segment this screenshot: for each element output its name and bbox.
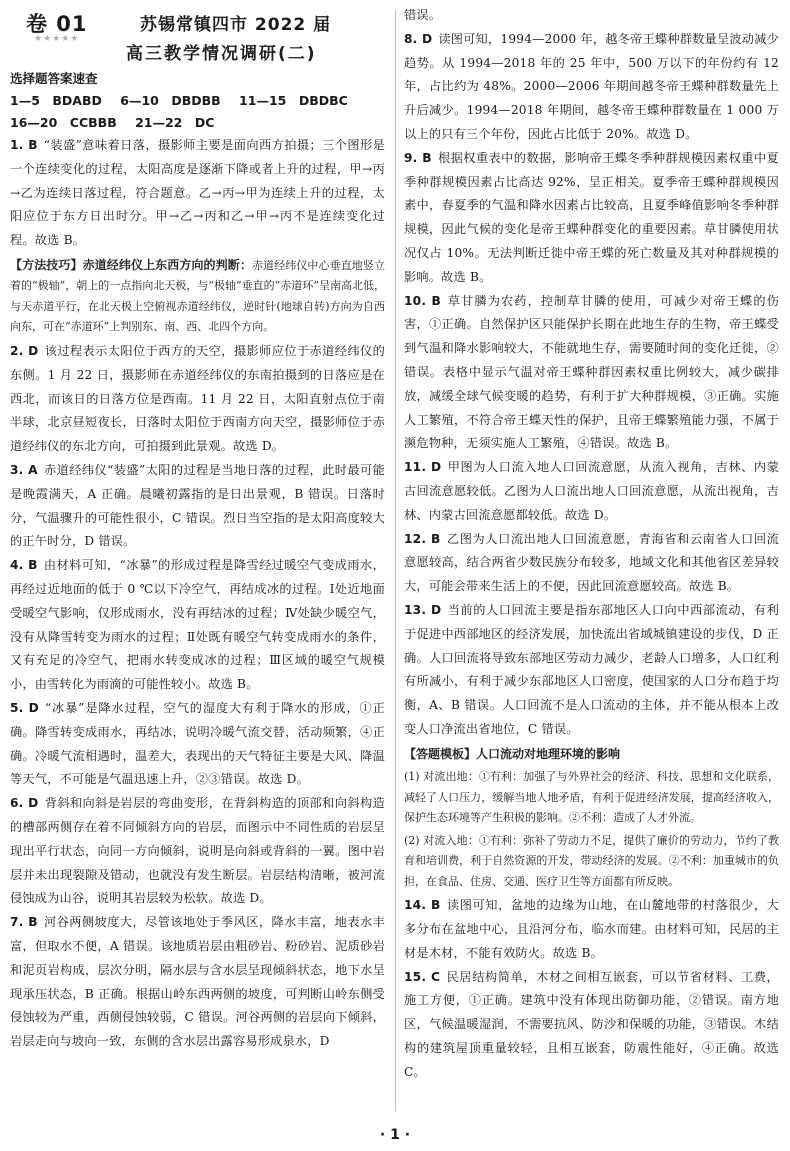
explanation-item bbox=[404, 894, 779, 965]
question-number: 14. B bbox=[404, 898, 441, 913]
answer-group: 6—10 DBDBB bbox=[120, 93, 221, 108]
paper-header bbox=[10, 4, 385, 66]
answer-group: 1—5 BDABD bbox=[10, 93, 102, 108]
explanation-text: 赤道经纬仪“装盛”太阳的过程是当地日落的过程，此时最可能是晚霞满天，A 正确。晨曦初露指的是日出景观，B 错误。日落时分，气温骤升的可能性很小，C 错误。烈日当空指的是太阳高度较大的正午时分，D 错误。 bbox=[10, 462, 385, 549]
paper-title-line2: 高三教学情况调研(二) bbox=[126, 44, 317, 64]
question-number: 8. D bbox=[404, 31, 433, 46]
question-number: 13. D bbox=[404, 602, 442, 617]
answer-key-heading: 选择题答案速查 bbox=[10, 71, 98, 86]
page-number: · 1 · bbox=[379, 1127, 411, 1143]
continued-text: 错误。 bbox=[404, 8, 442, 22]
explanation-text: 由材料可知，“冰暴”的形成过程是降雪经过暖空气变成雨水，再经过近地面的低于 0 ℃以下冷空气，再结成冰的过程。Ⅰ处近地面受暖空气影响，仅形成雨水，没有再结冰的过程；Ⅳ处缺少暖空气，没有从降雪转变为雨水的过程；Ⅱ处既有暖空气转变成雨水的条件，又有充足的冷空气，把雨水转变成冰的过程；Ⅲ区域的暖空气规模小，由雪转化为雨滴的可能性较小。故选 B。 bbox=[10, 558, 385, 692]
question-number: 2. D bbox=[10, 343, 39, 358]
question-number: 3. A bbox=[10, 462, 38, 477]
answer-group: 11—15 DBDBC bbox=[239, 93, 348, 108]
explanation-item bbox=[10, 459, 385, 554]
explanation-text: 民居结构简单，木材之间相互嵌套，可以节省材料、工费，施工方便，①正确。建筑中没有体现出防御功能，②错误。南方地区，气候温暖湿润，不需要抗风、防沙和保暖的功能，③错误。木结构的建筑屋顶重量较轻，且相互嵌套，防震性能好，④正确。故选 C。 bbox=[404, 969, 779, 1079]
tip-block bbox=[404, 767, 779, 829]
question-number: 15. C bbox=[404, 969, 441, 984]
explanation-item bbox=[404, 456, 779, 527]
question-number: 6. D bbox=[10, 796, 39, 811]
tip-text: 赤道经纬仪中心垂直地竖立着的“极轴”，朝上的一点指向北天极，与“极轴”垂直的“赤道环”呈南高北低，与天赤道平行，在北天极上空俯视赤道经纬仪，逆时针(地球自转)方向为自西向东，可在“赤道环”上判别东、南、西、北四个方向。 bbox=[10, 258, 385, 334]
left-column bbox=[10, 4, 385, 1117]
explanation-text: 根据权重表中的数据，影响帝王蝶冬季种群规模因素权重中夏季种群规模因素占比高达 92%，呈正相关。夏季帝王蝶种群规模因素中，春夏季的气温和降水因素占比较高，且夏季峰值影响冬季种群规模，因此气候的变化是帝王蝶种群变化的重要因素。草甘膦使用状况仅占 10%。无法判断迁徙中帝王蝶的死亡数量及其对种群规模的影响。故选 B。 bbox=[404, 150, 779, 284]
column-divider bbox=[395, 10, 396, 1111]
explanation-item bbox=[404, 528, 779, 599]
explanation-text: “冰暴”是降水过程，空气的湿度大有利于降水的形成，①正确。降雪转变成雨水，再结冰，说明冷暖气流交替，活动频繁，④正确。冷暖气流相遇时，温差大，表现出的天气特征主要是大风、降温等天气，不可能是气温迅速上升，②③错误。故选 D。 bbox=[10, 700, 385, 787]
explanation-text: 读图可知，1994—2000 年，越冬帝王蝶种群数量呈波动减少趋势。从 1994—2018 年的 25 年中，500 万以下的年份约有 12 年，占比约为 48%。2000—2006 年期间越冬帝王蝶种群数量先上升后减少。1994—2018 年期间，越冬帝王蝶种群数量在 1 000 万以上的只有三个年份，因此占比低于 20%。故选 D。 bbox=[404, 31, 779, 141]
question-number: 11. D bbox=[404, 460, 442, 475]
tip-text: (2) 对流入地：①有利：弥补了劳动力不足，提供了廉价的劳动力，节约了教育和培训费，利于自然资源的开发，带动经济的发展。②不利：加重城市的负担，在食品、住房、交通、医疗卫生等方面都有所反映。 bbox=[404, 833, 779, 888]
tip-block bbox=[404, 831, 779, 893]
explanation-item bbox=[404, 290, 779, 457]
tip-block bbox=[404, 744, 779, 766]
question-number: 5. D bbox=[10, 700, 39, 715]
explanation-item bbox=[404, 28, 779, 147]
paper-title-line1: 苏锡常镇四市 2022 届 bbox=[140, 15, 332, 35]
explanation-item bbox=[404, 599, 779, 742]
question-number: 4. B bbox=[10, 558, 38, 573]
question-number: 10. B bbox=[404, 293, 442, 308]
explanation-item bbox=[10, 554, 385, 697]
explanation-text: “装盛”意味着日落，摄影师主要是面向西方拍摄；三个图形是一个连续变化的过程，太阳高度是逐渐下降或者上升的过程，甲→丙→乙为连续日落过程，符合题意。乙→丙→甲为连续上升的过程，太阳应位于东方日出时分。甲→乙→丙和乙→甲→丙不是连续变化过程。故选 B。 bbox=[10, 138, 385, 248]
explanation-text: 读图可知，盆地的边缘为山地，在山麓地带的村落很少，大多分布在盆地中心，且沿河分布，临水而建。由材料可知，民居的主材是木材，不能有效防火。故选 B。 bbox=[404, 898, 779, 960]
explanation-item bbox=[404, 966, 779, 1085]
explanation-text: 当前的人口回流主要是指东部地区人口向中西部流动，有利于促进中西部地区的经济发展，加快流出省域城镇建设的步伐，D 正确。人口回流将导致东部地区劳动力减少，老龄人口增多，人口红利有所减小，有利于减少东部地区人口密度，使国家的人口分布趋于均衡，A、B 错误。人口回流不是人口流动的主体，并不能从根本上改变人口净流出省地位，C 错误。 bbox=[404, 602, 779, 736]
right-explanations bbox=[404, 4, 779, 1085]
explanation-item bbox=[10, 134, 385, 253]
question-number: 12. B bbox=[404, 531, 441, 546]
explanation-text: 该过程表示太阳位于西方的天空，摄影师应位于赤道经纬仪的东侧。1 月 22 日，摄影师在赤道经纬仪的东南拍摄到的日落应是在西北，而该日的日落方位是西南。11 月 22 日，太阳直射点位于南半球，北京昼短夜长，日落时太阳位于西南方向天空，摄影师位于赤道经纬仪的东北方向，可拍摄到此景观。故选 D。 bbox=[10, 343, 385, 454]
answer-group: 16—20 CCBBB bbox=[10, 115, 117, 130]
explanation-text: 背斜和向斜是岩层的弯曲变形，在背斜构造的顶部和向斜构造的槽部两侧存在着不同倾斜方向的岩层，而图示中不同性质的岩层呈现出平行状态，向同一方向倾斜，说明是向斜或背斜的一翼。图中岩层并未出现裂隙及错动，也就没有发生断层。岩层结构清晰，被河流侵蚀成为山谷，说明其岩层较为松软。故选 D。 bbox=[10, 796, 385, 906]
question-number: 7. B bbox=[10, 915, 38, 930]
difficulty-stars: ★★★★★ bbox=[34, 34, 80, 44]
explanation-text: 甲图为人口流入地人口回流意愿，从流入视角，吉林、内蒙古回流意愿较低。乙图为人口流出地人口回流意愿，从流出视角，吉林、内蒙古回流意愿都较低。故选 D。 bbox=[404, 460, 779, 522]
answer-key-row bbox=[10, 90, 385, 112]
right-column bbox=[404, 4, 779, 1117]
explanation-item bbox=[10, 697, 385, 792]
explanation-text: 草甘膦为农药，控制草甘膦的使用，可减少对帝王蝶的伤害，①正确。自然保护区只能保护长期在此地生存的生物，帝王蝶受到气温和降水影响较大，不能就地生存，需要随时间的变化迁徙，②错误。表格中显示气温对帝王蝶种群因素权重比例较大，减少碳排放，减缓全球气候变暖的趋势，有利于扩大种群规模，③正确。实施人工繁殖，不符合帝王蝶天性的保护，且帝王蝶繁殖能力强，不属于濒危物种，无须实施人工繁殖，④错误。故选 B。 bbox=[404, 293, 779, 451]
answer-key-row bbox=[10, 112, 385, 134]
explanation-item bbox=[10, 911, 385, 1054]
explanation-text: 乙图为人口流出地人口回流意愿，青海省和云南省人口回流意愿较高，结合两省少数民族分布较多，地域文化和其他省区差异较大，可能会带来生活上的不便，因此回流意愿较高。故选 B。 bbox=[404, 531, 779, 594]
explanation-item bbox=[10, 340, 385, 459]
explanation-text: 河谷两侧坡度大，尽管该地处于季风区，降水丰富，地表水丰富，但取水不便，A 错误。该地质岩层由粗砂岩、粉砂岩、泥质砂岩和泥页岩构成，层次分明，隔水层与含水层呈现倾斜状态，地下水呈现承压状态，B 正确。根据山岭东西两侧的坡度，可判断山岭东侧受侵蚀较为严重，西侧侵蚀较弱，C 错误。河谷两侧的岩层向下倾斜，岩层走向与坡向一致，东侧的含水层出露容易形成泉水，D bbox=[10, 915, 385, 1049]
left-explanations bbox=[10, 134, 385, 1054]
tip-tag: 【方法技巧】赤道经纬仪上东西方向的判断： bbox=[10, 257, 252, 272]
tip-tag: 【答题模板】人口流动对地理环境的影响 bbox=[404, 746, 621, 761]
explanation-item bbox=[404, 147, 779, 290]
question-number: 1. B bbox=[10, 138, 38, 152]
tip-block bbox=[10, 255, 385, 338]
tip-text: (1) 对流出地：①有利：加强了与外界社会的经济、科技、思想和文化联系，减轻了人口压力，缓解当地人地矛盾，有利于促进经济发展，提高经济收入，保护生态环境等产生积极的影响。②不利：造成了人才外流。 bbox=[404, 770, 779, 825]
answer-group: 21—22 DC bbox=[135, 115, 215, 130]
explanation-item bbox=[10, 792, 385, 911]
paper-label: 卷 01 bbox=[26, 12, 88, 36]
question-number: 9. B bbox=[404, 150, 432, 165]
